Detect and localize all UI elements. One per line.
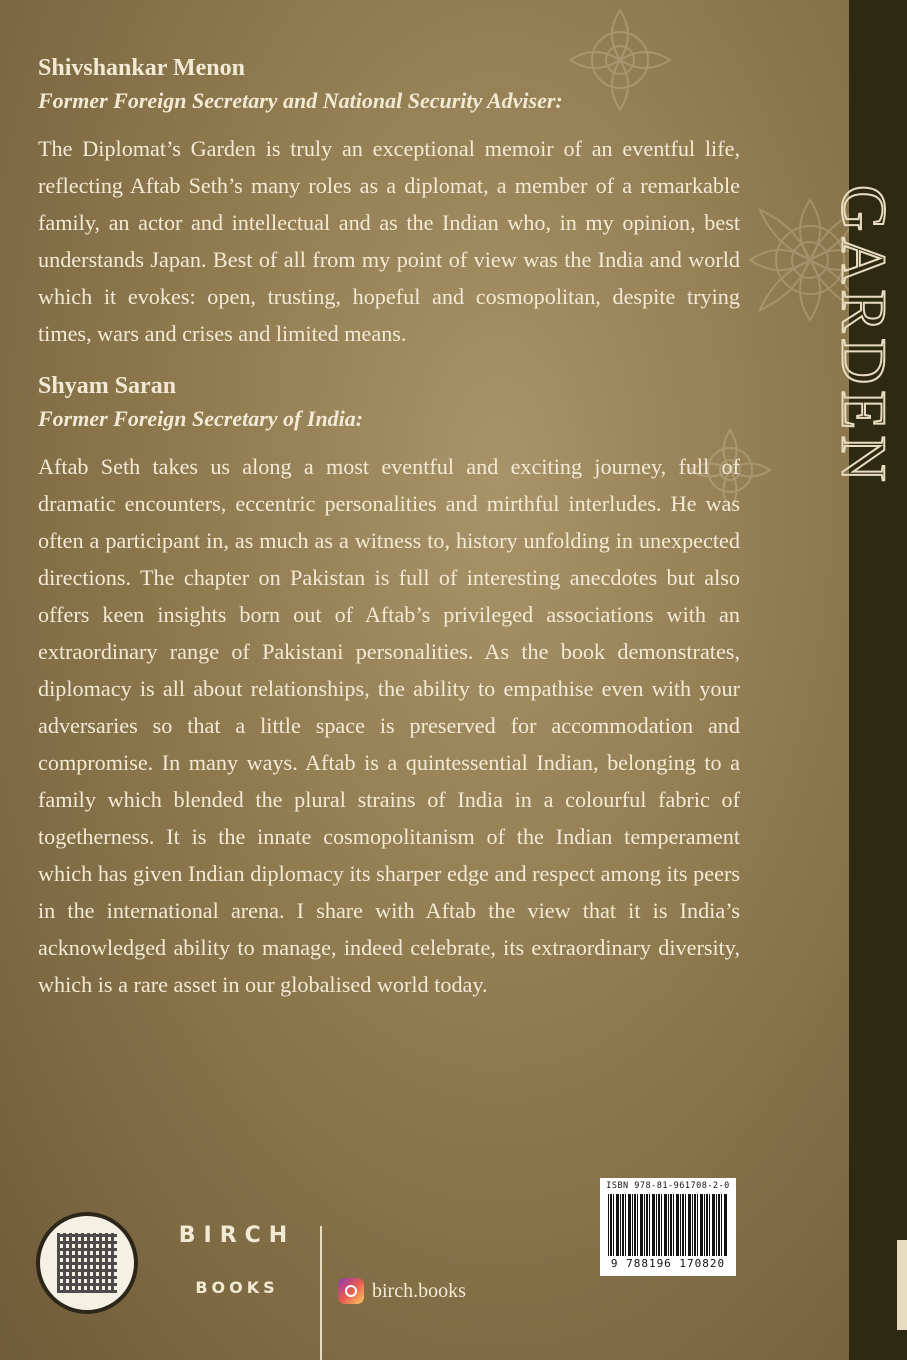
endorser-name: Shyam Saran <box>38 373 177 399</box>
isbn-barcode <box>600 1178 736 1276</box>
instagram-handle: birch.books <box>372 1279 466 1302</box>
instagram-icon <box>338 1278 364 1304</box>
barcode-bars-icon <box>608 1194 728 1256</box>
endorsement-menon <box>38 52 740 352</box>
book-spine <box>829 0 907 1360</box>
logo-birch-text: BIRCH <box>178 1223 296 1248</box>
endorsement-saran <box>38 370 740 1003</box>
spine-mark <box>897 1240 907 1330</box>
endorser-role: Former Foreign Secretary of India: <box>38 406 364 431</box>
publisher-logo <box>172 1215 302 1315</box>
instagram-link[interactable] <box>338 1278 466 1304</box>
endorsement-quote: The Diplomat’s Garden is truly an exceptional memoir of an eventful life, reflecting Aftab Seth’s many roles as a diplomat, a member of a remarkable family, an actor and intellectual and as the Indian who, in my opinion, best understands Japan. Best of all from my point of view was the India and world which it evokes: open, trusting, hopeful and cosmopolitan, despite trying times, wars and crises and limited means. <box>38 136 740 346</box>
footer-divider <box>320 1226 322 1360</box>
barcode-number: 9 788196 170820 <box>610 1257 726 1270</box>
endorsements <box>38 52 740 1021</box>
endorser-role: Former Foreign Secretary and National Security Adviser: <box>38 88 563 113</box>
qr-code[interactable] <box>36 1212 138 1314</box>
logo-books-text: BOOKS <box>195 1278 279 1297</box>
endorsement-quote: Aftab Seth takes us along a most eventful and exciting journey, full of dramatic encounters, eccentric personalities and mirthful interludes. He was often a participant in, as much as a witness to, history unfolding in unexpected directions. The chapter on Pakistan is full of interesting anecdotes but also offers keen insights born out of Aftab’s privileged associations with an extraordinary range of Pakistani personalities. As the book demonstrates, diplomacy is all about relationships, the ability to empathise even with your adversaries so that a little space is preserved for accommodation and compromise. In many ways. Aftab is a quintessential Indian, belonging to a family which blended the plural strains of India in a colourful fabric of togetherness. It is the innate cosmopolitanism of the Indian temperament which has given Indian diplomacy its sharper edge and respect among its peers in the international arena. I share with Aftab the view that it is India’s acknowledged ability to manage, indeed celebrate, its extraordinary diversity, which is a rare asset in our globalised world today. <box>38 454 740 997</box>
qr-code-icon <box>36 1212 138 1314</box>
spine-title: GARDEN <box>829 185 900 488</box>
endorser-name: Shivshankar Menon <box>38 55 245 81</box>
isbn-label: ISBN 978-81-961708-2-0 <box>606 1181 730 1191</box>
